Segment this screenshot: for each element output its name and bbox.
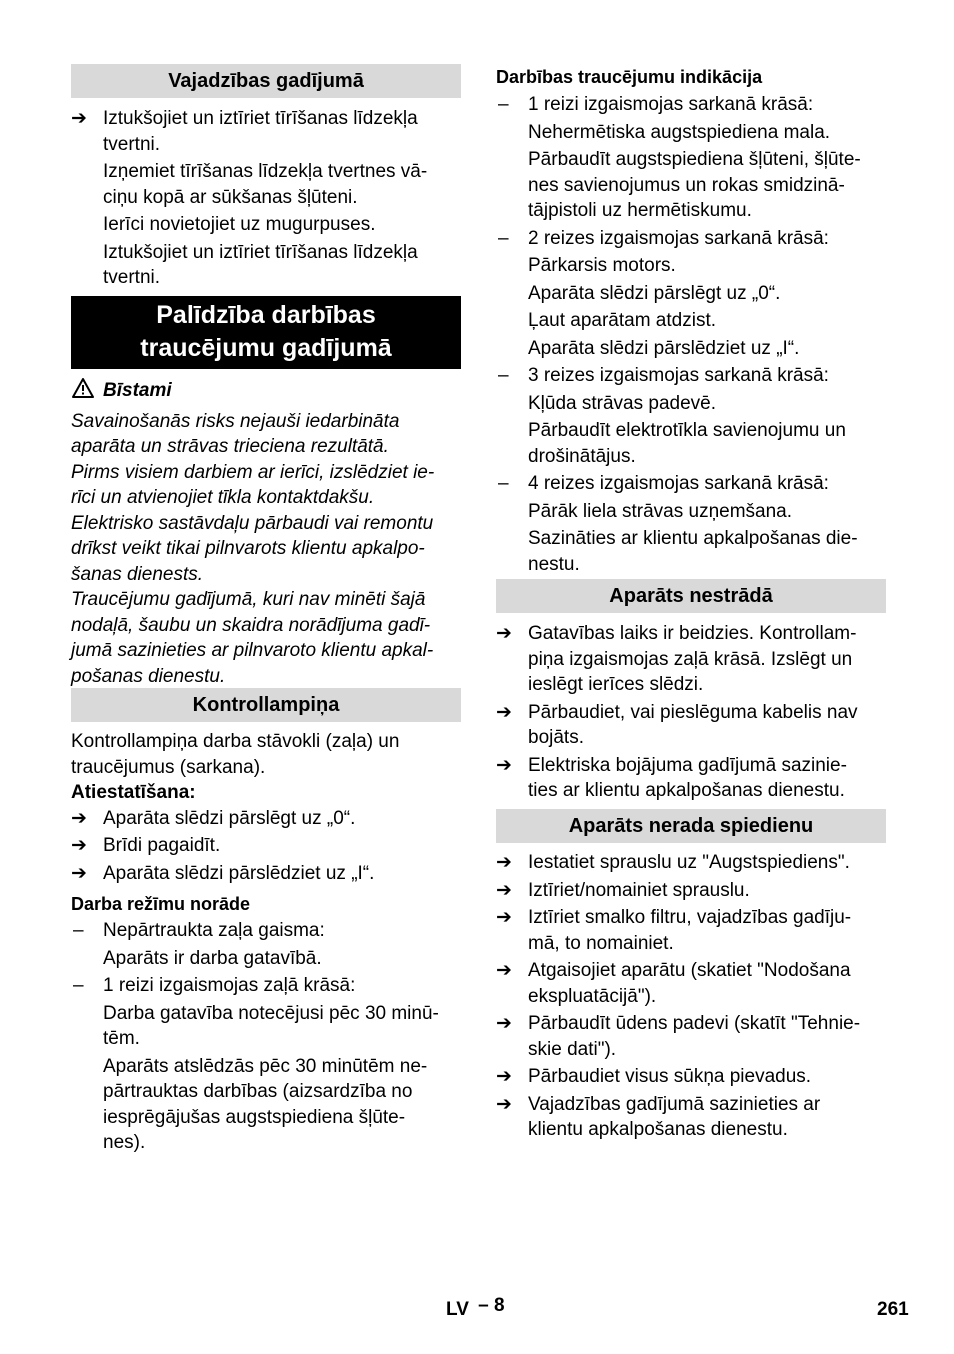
section-body-vajadzibas xyxy=(71,106,461,291)
list-item: ➔ Iztukšojiet un iztīriet tīrīšanas līdzekļa tvertni. xyxy=(71,108,418,155)
arrow-right-icon: ➔ xyxy=(496,1066,512,1087)
arrow-right-icon: ➔ xyxy=(71,835,87,856)
list-item: – Nepārtraukta zaļa gaisma: Aparāts ir darba gatavībā. xyxy=(73,920,325,969)
list-item: – 1 reizi izgaismojas zaļā krāsā: Darba gatavība notecējusi pēc 30 minū- tēm. Aparāts atslēdzās pēc 30 minūtēm ne- pārtrauktas darbības (aizsardzība no iesprēgājušas augstspiediena šļūte- nes). xyxy=(73,975,439,1153)
arrow-right-icon: ➔ xyxy=(71,108,87,129)
arrow-right-icon: ➔ xyxy=(71,807,87,829)
warning-text: Savainošanās risks nejauši iedarbināta aparāta un strāvas trieciena rezultātā. Pirms visiem darbiem ar ierīci, izslēdziet ie- rīci un atvienojiet tīkla kontaktdakšu. Elektrisko sastāvdaļu pārbaudi vai remontu drīkst veikt tikai pilnvarots klientu apkalpo- šanas dienests. Traucējumu gadījumā, kuri nav minēti šajā nodaļā, šaubu un skaidra norādījuma gadī- jumā sazinieties ar pilnvaroto klientu apkal- pošanas dienestu. xyxy=(71,410,435,687)
list-item: ➔ Pārbaudīt ūdens padevi (skatīt "Tehnie- skie dati"). xyxy=(496,1013,861,1060)
section-body-nerada-spiedienu xyxy=(496,850,886,1143)
list-item: ➔ Elektriska bojājuma gadījumā sazinie- ties ar klientu apkalpošanas dienestu. xyxy=(496,754,847,801)
list-item: ➔ Pārbaudiet visus sūkņa pievadus. xyxy=(496,1064,886,1090)
list-item: ➔ Iztīriet/nomainiet sprauslu. xyxy=(496,878,886,904)
list-item: ➔ Pārbaudiet, vai pieslēguma kabelis nav bojāts. xyxy=(496,701,858,748)
arrow-right-icon: ➔ xyxy=(496,852,512,873)
list-item: ➔ Iztīriet smalko filtru, vajadzības gadīju- mā, to nomainiet. xyxy=(496,907,852,954)
section-title-kontrollampina: Kontrollampiņa xyxy=(71,688,461,722)
list-item: – 3 reizes izgaismojas sarkanā krāsā: Kļūda strāvas padevē. Pārbaudīt elektrotīkla savienojumu un drošinātājus. xyxy=(498,365,846,467)
arrow-right-icon: ➔ xyxy=(71,862,87,884)
arrow-right-icon: ➔ xyxy=(496,879,512,901)
section-title-nestrada: Aparāts nestrādā xyxy=(496,579,886,613)
reset-label: Atiestatīšana: xyxy=(71,782,196,803)
arrow-right-icon: ➔ xyxy=(496,701,512,723)
list-item: ➔ Atgaisojiet aparātu (skatiet "Nodošana ekspluatācijā"). xyxy=(496,960,851,1007)
warning-block xyxy=(71,377,461,689)
list-item: ➔ Brīdi pagaidīt. xyxy=(71,833,461,859)
warning-label: Bīstami xyxy=(103,380,172,401)
list-item: – 1 reizi izgaismojas sarkanā krāsā: Nehermētiska augstspiediena mala. Pārbaudīt augstspiediena šļūteni, šļūte- nes savienojumus un rokas smidzinā- tājpistoli uz hermētiskumu. xyxy=(498,94,861,221)
list-item-cont: Izņemiet tīrīšanas līdzekļa tvertnes vā- ciņu kopā ar sūkšanas šļūteni. Ierīci novietojiet uz mugurpuses. Iztukšojiet un iztīriet tīrīšanas līdzekļa tvertni. xyxy=(103,161,428,288)
section-title-vajadzibas: Vajadzības gadījumā xyxy=(71,64,461,98)
arrow-right-icon: ➔ xyxy=(496,1093,512,1115)
arrow-right-icon: ➔ xyxy=(496,907,512,928)
section-body-kontrollampina: Kontrollampiņa darba stāvokli (zaļa) un traucējumus (sarkana). Atiestatīšana: ➔ Aparāta slēdzi pārslēgt uz „0“. ➔ Brīdi pagaidīt. ➔ Aparāta slēdzi pārslēdziet uz „I“. xyxy=(71,729,461,886)
list-item: ➔ Gatavības laiks ir beidzies. Kontrollam- piņa izgaismojas zaļā krāsā. Izslēgt un ieslēgt ierīces slēdzi. xyxy=(496,623,857,695)
mode-list xyxy=(71,918,461,1156)
list-item: ➔ Vajadzības gadījumā sazinieties ar klientu apkalpošanas dienestu. xyxy=(496,1093,821,1140)
arrow-right-icon: ➔ xyxy=(496,960,512,981)
footer-language: LV – 8 xyxy=(446,1295,505,1320)
list-item: ➔ Aparāta slēdzi pārslēdziet uz „I“. xyxy=(71,861,461,887)
indication-list xyxy=(496,92,886,577)
list-item: – 4 reizes izgaismojas sarkanā krāsā: Pārāk liela strāvas uzņemšana. Sazināties ar klientu apkalpošanas die- nestu. xyxy=(498,473,858,575)
list-item: ➔ Iestatiet sprauslu uz "Augstspiediens". xyxy=(496,850,886,876)
arrow-right-icon: ➔ xyxy=(496,754,512,776)
arrow-right-icon: ➔ xyxy=(496,623,512,644)
main-section-title: Palīdzība darbības traucējumu gadījumā xyxy=(71,296,461,369)
section-body-nestrada xyxy=(496,621,886,804)
mode-title: Darba režīmu norāde xyxy=(71,894,251,914)
section-title-nerada-spiedienu: Aparāts nerada spiedienu xyxy=(496,809,886,843)
arrow-right-icon: ➔ xyxy=(496,1013,512,1034)
page-number: 261 xyxy=(877,1299,909,1320)
warning-triangle-icon xyxy=(71,377,95,399)
list-item: – 2 reizes izgaismojas sarkanā krāsā: Pārkarsis motors. Aparāta slēdzi pārslēgt uz „0“. Ļaut aparātam atdzist. Aparāta slēdzi pārslēdziet uz „I“. xyxy=(498,227,829,359)
list-item: ➔ Aparāta slēdzi pārslēgt uz „0“. xyxy=(71,806,461,832)
indication-title: Darbības traucējumu indikācija xyxy=(496,67,763,87)
